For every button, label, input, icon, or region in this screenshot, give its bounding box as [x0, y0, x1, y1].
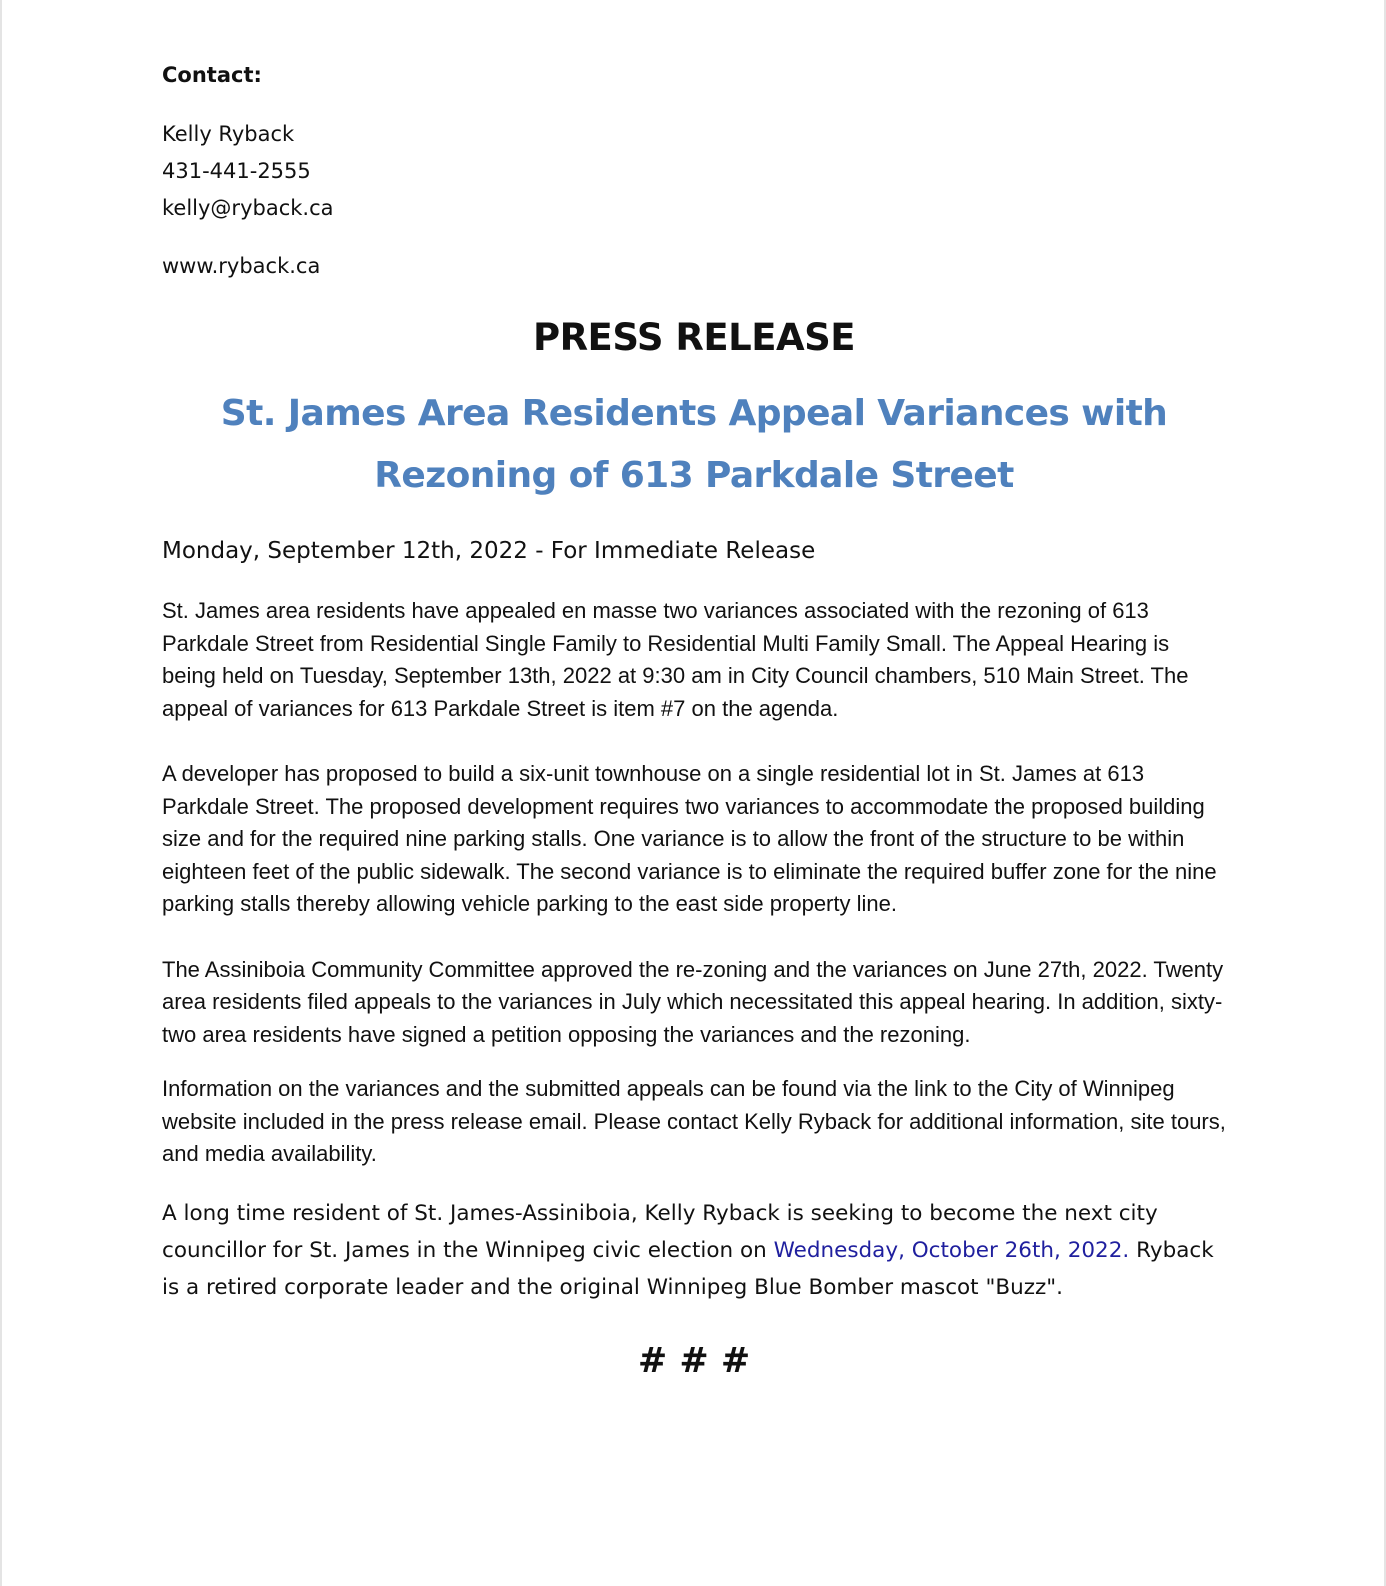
candidate-text-start: A long time resident of St. James-Assiniboia, Kelly Ryback is seeking to become the next city councillor for St. James in the Winnipeg civic election on	[162, 1200, 1158, 1263]
contact-phone: 431-441-2555	[162, 159, 311, 183]
contact-block	[162, 116, 1226, 227]
headline-line-1: St. James Area Residents Appeal Variances with	[220, 393, 1168, 434]
page-left-border	[0, 0, 2, 1586]
press-release-title: PRESS RELEASE	[532, 316, 856, 359]
headline-line-2: Rezoning of 613 Parkdale Street	[374, 455, 1014, 496]
paragraph-information: Information on the variances and the submitted appeals can be found via the link to the City of Winnipeg website included in the press release email. Please contact Kelly Ryback for additional information, site tours, and media availability.	[162, 1076, 1226, 1166]
contact-email: kelly@ryback.ca	[162, 196, 334, 220]
paragraph-candidate	[162, 1195, 1226, 1306]
paragraph-development: A developer has proposed to build a six-unit townhouse on a single residential lot in St. James at 613 Parkdale Street. The proposed development requires two variances to accommodate the proposed building size and for the required nine parking stalls. One variance is to allow the front of the structure to be within eighteen feet of the public sidewalk. The second variance is to eliminate the required buffer zone for the nine parking stalls thereby allowing vehicle parking to the east side property line.	[162, 761, 1217, 916]
candidate-text-end: Ryback is a retired corporate leader and the original Winnipeg Blue Bomber mascot "Buzz".	[162, 1237, 1214, 1300]
paragraph-committee: The Assiniboia Community Committee approved the re-zoning and the variances on June 27th, 2022. Twenty area residents filed appeals to the variances in July which necessitated this appeal hearing. In addition, sixty-two area residents have signed a petition opposing the variances and the rezoning.	[162, 956, 1224, 1047]
headline	[162, 383, 1226, 507]
paragraph-appeal-hearing: St. James area residents have appealed en masse two variances associated with the rezoning of 613 Parkdale Street from Residential Single Family to Residential Multi Family Small. The Appeal Hearing is being held on Tuesday, September 13th, 2022 at 9:30 am in City Council chambers, 510 Main Street. The appeal of variances for 613 Parkdale Street is item #7 on the agenda.	[162, 598, 1189, 721]
contact-website: www.ryback.ca	[162, 254, 321, 278]
document-body	[162, 58, 1226, 1386]
election-date-link[interactable]: Wednesday, October 26th, 2022.	[773, 1237, 1130, 1263]
contact-heading: Contact:	[162, 63, 262, 87]
contact-name: Kelly Ryback	[162, 122, 295, 146]
end-mark: # # #	[637, 1340, 751, 1381]
dateline: Monday, September 12th, 2022 - For Immediate Release	[162, 538, 816, 564]
